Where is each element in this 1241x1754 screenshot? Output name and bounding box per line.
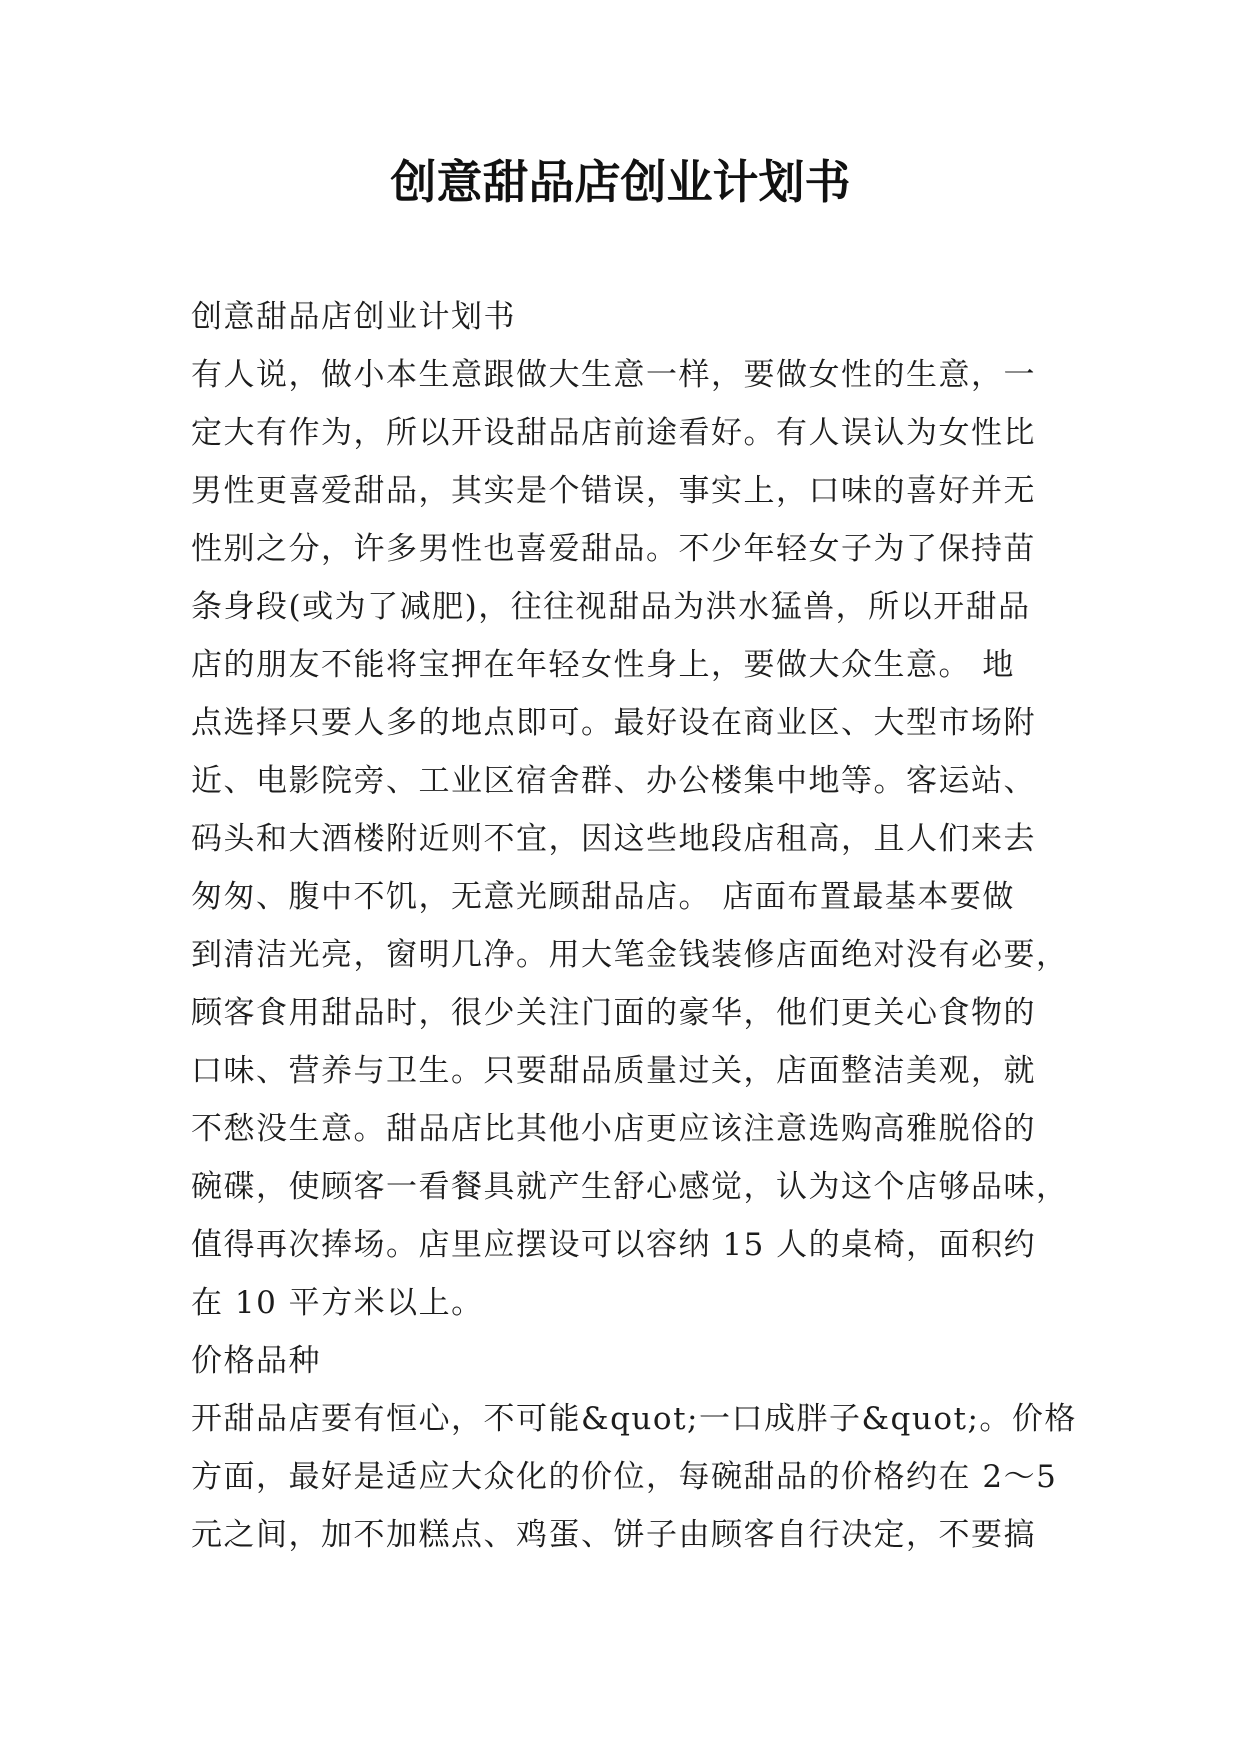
text-line: 创意甜品店创业计划书 <box>191 299 516 335</box>
text-line: 不愁没生意。甜品店比其他小店更应该注意选购高雅脱俗的 <box>191 1111 1036 1147</box>
text-line: 方面，最好是适应大众化的价位，每碗甜品的价格约在 2～5 <box>191 1459 1058 1495</box>
text-line: 性别之分，许多男性也喜爱甜品。不少年轻女子为了保持苗 <box>191 531 1036 567</box>
text-line: 店的朋友不能将宝押在年轻女性身上，要做大众生意。 地 <box>191 647 1015 683</box>
text-line: 码头和大酒楼附近则不宜，因这些地段店租高，且人们来去 <box>191 821 1036 857</box>
text-line: 定大有作为，所以开设甜品店前途看好。有人误认为女性比 <box>191 415 1036 451</box>
text-line: 有人说，做小本生意跟做大生意一样，要做女性的生意，一 <box>191 357 1036 393</box>
text-line: 条身段(或为了减肥)，往往视甜品为洪水猛兽，所以开甜品 <box>191 589 1031 625</box>
text-line: 点选择只要人多的地点即可。最好设在商业区、大型市场附 <box>191 705 1036 741</box>
section-heading: 价格品种 <box>191 1343 321 1379</box>
text-line: 口味、营养与卫生。只要甜品质量过关，店面整洁美观，就 <box>191 1053 1036 1089</box>
text-line: 男性更喜爱甜品，其实是个错误，事实上，口味的喜好并无 <box>191 473 1036 509</box>
document-body <box>191 288 1077 1564</box>
text-line: 匆匆、腹中不饥，无意光顾甜品店。 店面布置最基本要做 <box>191 879 1015 915</box>
text-line: 开甜品店要有恒心，不可能&quot;一口成胖子&quot;。价格 <box>191 1401 1077 1437</box>
text-line: 到清洁光亮，窗明几净。用大笔金钱装修店面绝对没有必要， <box>191 937 1069 973</box>
text-line: 顾客食用甜品时，很少关注门面的豪华，他们更关心食物的 <box>191 995 1036 1031</box>
text-line: 碗碟，使顾客一看餐具就产生舒心感觉，认为这个店够品味， <box>191 1169 1069 1205</box>
text-line: 近、电影院旁、工业区宿舍群、办公楼集中地等。客运站、 <box>191 763 1036 799</box>
text-line: 在 10 平方米以上。 <box>191 1285 484 1321</box>
text-line: 值得再次捧场。店里应摆设可以容纳 15 人的桌椅，面积约 <box>191 1227 1037 1263</box>
document-title: 创意甜品店创业计划书 <box>390 155 851 209</box>
text-line: 元之间，加不加糕点、鸡蛋、饼子由顾客自行决定，不要搞 <box>191 1517 1036 1553</box>
